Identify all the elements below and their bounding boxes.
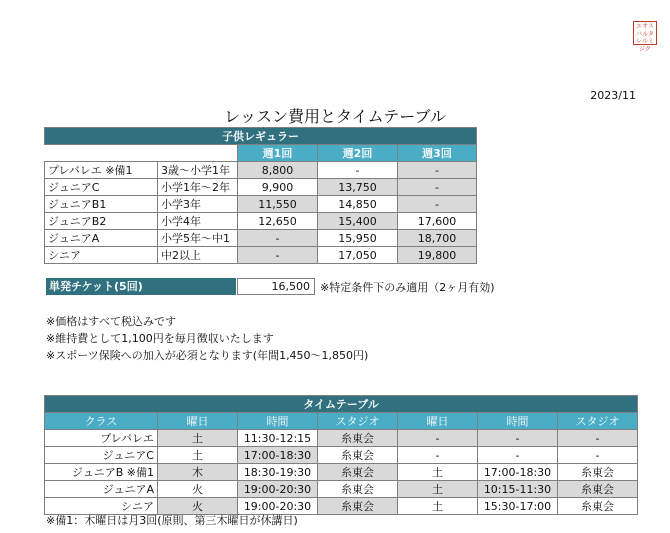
price-week1: 9,900 [238,179,318,196]
header-studio2: スタジオ [558,413,638,430]
class-name: プレバレエ [45,430,158,447]
day2: 土 [398,464,478,481]
table-row [45,213,477,230]
header-class: クラス [45,413,158,430]
price-week3: - [398,179,477,196]
header-studio1: スタジオ [318,413,398,430]
day1: 土 [158,430,238,447]
studio1: 糸東会 [318,464,398,481]
time1: 11:30-12:15 [238,430,318,447]
time1: 18:30-19:30 [238,464,318,481]
price-week3: 19,800 [398,247,477,264]
kids-price-table [44,127,477,264]
class-name: プレバレエ ※備1 [45,162,158,179]
day2: - [398,447,478,464]
studio1: 糸東会 [318,447,398,464]
studio2: 糸東会 [558,498,638,515]
timetable-band-title: タイムテーブル [45,396,638,413]
ticket-label: 単発チケット(5回) [46,278,236,295]
class-name: ジュニアC [45,179,158,196]
class-name: ジュニアA [45,230,158,247]
note-tax: ※価格はすべて税込みです [46,315,176,328]
header-time1: 時間 [238,413,318,430]
price-week3: 18,700 [398,230,477,247]
table-row [45,447,638,464]
kids-band-title: 子供レギュラー [45,128,477,145]
price-week2: 15,950 [318,230,398,247]
kids-band-row [45,128,477,145]
seal-stamp [633,21,657,53]
grade: 小学4年 [158,213,238,230]
header-day2: 曜日 [398,413,478,430]
class-name: シニア [45,498,158,515]
grade: 小学3年 [158,196,238,213]
price-week1: - [238,230,318,247]
blank-cell [45,145,158,162]
table-row [45,179,477,196]
time2: 15:30-17:00 [478,498,558,515]
ticket-price: 16,500 [237,278,315,295]
day2: - [398,430,478,447]
time1: 17:00-18:30 [238,447,318,464]
price-week3: 17,600 [398,213,477,230]
time1: 19:00-20:30 [238,481,318,498]
blank-cell [158,145,238,162]
table-row [45,162,477,179]
table-row [45,481,638,498]
ticket-note: ※特定条件下のみ適用（2ヶ月有効) [320,281,495,294]
grade: 3歳～小学1年 [158,162,238,179]
header-week1: 週1回 [238,145,318,162]
time2: - [478,447,558,464]
header-time2: 時間 [478,413,558,430]
table-row [45,230,477,247]
note-maintenance: ※維持費として1,100円を毎月徴収いたします [46,332,274,345]
day1: 土 [158,447,238,464]
day1: 火 [158,481,238,498]
grade: 小学5年～中1 [158,230,238,247]
price-week1: 12,650 [238,213,318,230]
class-name: ジュニアC [45,447,158,464]
price-week1: - [238,247,318,264]
time2: 17:00-18:30 [478,464,558,481]
time2: - [478,430,558,447]
grade: 小学1年～2年 [158,179,238,196]
header-week3: 週3回 [398,145,477,162]
grade: 中2以上 [158,247,238,264]
class-name: ジュニアB1 [45,196,158,213]
table-row [45,247,477,264]
timetable-band-row [45,396,638,413]
studio2: 糸東会 [558,481,638,498]
timetable-header-row [45,413,638,430]
time1: 19:00-20:30 [238,498,318,515]
price-week2: 17,050 [318,247,398,264]
price-week1: 8,800 [238,162,318,179]
timetable [44,395,638,515]
stamp-text: エオスバルタレルミジク [636,23,654,53]
table-row [45,464,638,481]
studio1: 糸東会 [318,481,398,498]
price-week2: 13,750 [318,179,398,196]
price-week3: - [398,162,477,179]
studio1: 糸東会 [318,430,398,447]
day1: 火 [158,498,238,515]
day2: 土 [398,498,478,515]
header-week2: 週2回 [318,145,398,162]
studio2: 糸東会 [558,464,638,481]
table-row [45,430,638,447]
price-week3: - [398,196,477,213]
note-insurance: ※スポーツ保険への加入が必須となります(年間1,450～1,850円) [46,349,369,362]
price-week2: 15,400 [318,213,398,230]
class-name: ジュニアA [45,481,158,498]
price-week1: 11,550 [238,196,318,213]
time2: 10:15-11:30 [478,481,558,498]
day2: 土 [398,481,478,498]
header-day1: 曜日 [158,413,238,430]
day1: 木 [158,464,238,481]
timetable-footnote: ※備1：木曜日は月3回(原則、第三木曜日が休講日) [46,514,298,527]
studio2: - [558,430,638,447]
class-name: ジュニアB ※備1 [45,464,158,481]
kids-header-row [45,145,477,162]
class-name: シニア [45,247,158,264]
price-week2: 14,850 [318,196,398,213]
table-row [45,196,477,213]
date-label: 2023/11 [590,89,636,102]
page-title: レッスン費用とタイムテーブル [224,107,446,126]
price-week2: - [318,162,398,179]
studio1: 糸東会 [318,498,398,515]
class-name: ジュニアB2 [45,213,158,230]
studio2: - [558,447,638,464]
